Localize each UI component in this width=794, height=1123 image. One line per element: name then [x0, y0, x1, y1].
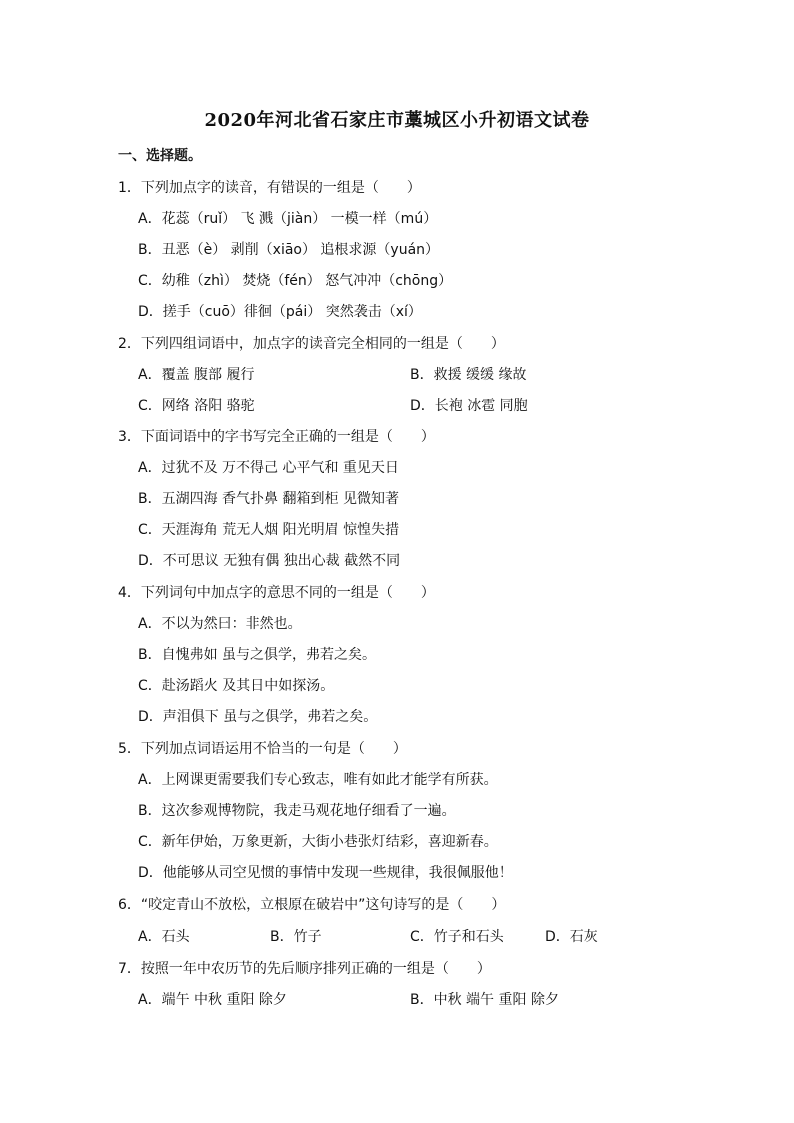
question-2-option-c[interactable]: C．网络 洛阳 骆驼 [138, 398, 255, 414]
question-7-stem: 7．按照一年中农历节的先后顺序排列正确的一组是（ ） [118, 961, 491, 977]
question-4-stem: 4．下列词句中加点字的意思不同的一组是（ ） [118, 585, 435, 601]
question-6-option-d[interactable]: D．石灰 [545, 929, 598, 945]
question-7-option-a[interactable]: A．端午 中秋 重阳 除夕 [138, 992, 287, 1008]
question-5-option-c[interactable]: C．新年伊始，万象更新，大街小巷张灯结彩，喜迎新春。 [138, 834, 498, 850]
question-2-option-b[interactable]: B．救援 缓缓 缘故 [410, 367, 527, 383]
question-6-option-b[interactable]: B．竹子 [270, 929, 322, 945]
question-1-option-a[interactable]: A．花蕊（ruǐ） 飞 溅（jiàn） 一模一样（mú） [138, 211, 438, 227]
question-3-stem: 3．下面词语中的字书写完全正确的一组是（ ） [118, 429, 435, 445]
question-2-option-a[interactable]: A．覆盖 腹部 履行 [138, 367, 255, 383]
question-6-stem: 6．“咬定青山不放松，立根原在破岩中”这句诗写的是（ ） [118, 897, 506, 913]
exam-title: 2020年河北省石家庄市藁城区小升初语文试卷 [204, 110, 590, 131]
question-1-option-b[interactable]: B．丑恶（è） 剥削（xiāo） 追根求源（yuán） [138, 242, 440, 258]
question-1-stem: 1．下列加点字的读音，有错误的一组是（ ） [118, 180, 421, 196]
question-7-option-b[interactable]: B．中秋 端午 重阳 除夕 [410, 992, 559, 1008]
question-5-option-b[interactable]: B．这次参观博物院，我走马观花地仔细看了一遍。 [138, 803, 456, 819]
section-heading: 一、选择题。 [118, 148, 202, 164]
question-5-option-a[interactable]: A．上网课更需要我们专心致志，唯有如此才能学有所获。 [138, 772, 498, 788]
question-4-option-c[interactable]: C．赴汤蹈火 及其日中如探汤。 [138, 678, 335, 694]
question-4-option-a[interactable]: A．不以为然曰：非然也。 [138, 616, 302, 632]
question-6-option-c[interactable]: C．竹子和石头 [410, 929, 504, 945]
question-4-option-d[interactable]: D．声泪俱下 虽与之俱学，弗若之矣。 [138, 709, 378, 725]
question-4-option-b[interactable]: B．自愧弗如 虽与之俱学，弗若之矣。 [138, 647, 377, 663]
question-1-option-d[interactable]: D．搓手（cuō）徘徊（pái） 突然袭击（xí） [138, 304, 422, 320]
question-1-option-c[interactable]: C．幼稚（zhì） 焚烧（fén） 怒气冲冲（chōng） [138, 273, 453, 289]
question-2-option-d[interactable]: D．长袍 冰雹 同胞 [410, 398, 528, 414]
question-3-option-d[interactable]: D．不可思议 无独有偶 独出心裁 截然不同 [138, 553, 401, 569]
question-2-stem: 2．下列四组词语中，加点字的读音完全相同的一组是（ ） [118, 336, 505, 352]
question-5-stem: 5．下列加点词语运用不恰当的一句是（ ） [118, 741, 407, 757]
question-3-option-c[interactable]: C．天涯海角 荒无人烟 阳光明眉 惊惶失措 [138, 522, 400, 538]
question-6-option-a[interactable]: A．石头 [138, 929, 190, 945]
question-3-option-a[interactable]: A．过犹不及 万不得己 心平气和 重见天日 [138, 460, 399, 476]
question-3-option-b[interactable]: B．五湖四海 香气扑鼻 翻箱到柜 见微知著 [138, 491, 399, 507]
question-5-option-d[interactable]: D．他能够从司空见惯的事情中发现一些规律，我很佩服他！ [138, 865, 513, 881]
